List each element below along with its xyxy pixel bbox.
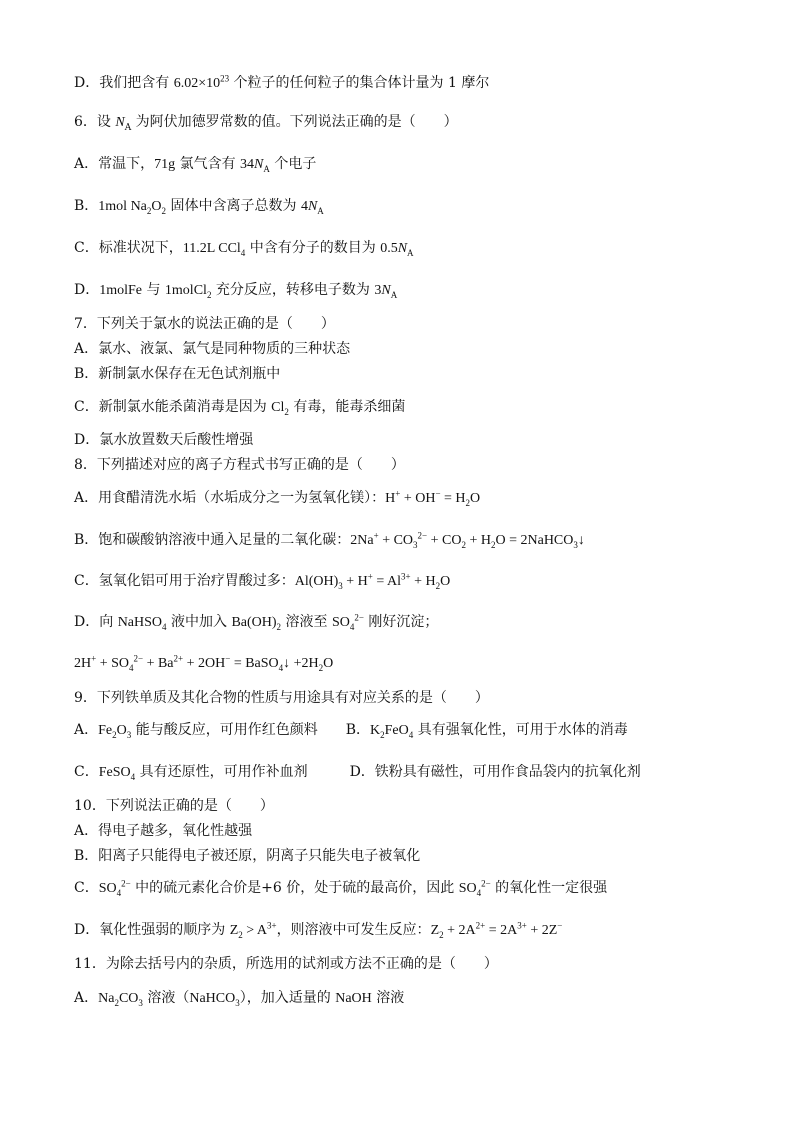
text-line-q7a: A．氯水、液氯、氯气是同种物质的三种状态 [74,341,351,357]
text-line-q8d: D．向 NaHSO$_4$ 液中加入 $Ba(OH)_2$ 溶液至 $SO_4^{2-}$ 刚好沉淀； [74,612,439,632]
text-line-q10b: B．阳离子只能得电子被还原，阴离子只能失电子被氧化 [74,848,421,864]
text-line-q7d: D．氯水放置数天后酸性增强 [74,432,254,448]
text-line-q7b: B．新制氯水保存在无色试剂瓶中 [74,366,281,382]
text-line-q10c: C．$SO_4^{2-}$ 中的硫元素化合价是+6 价，处于硫的最高价，因此 $SO_4^{2-}$ 的氧化性一定很强 [74,878,608,898]
text-line-q9: 9．下列铁单质及其化合物的性质与用途具有对应关系的是（ ） [74,690,489,706]
text-line-q7: 7．下列关于氯水的说法正确的是（ ） [74,316,335,332]
text-line-q8: 8．下列描述对应的离子方程式书写正确的是（ ） [74,457,405,473]
text-line-q10d: D．氧化性强弱的顺序为 $Z_2 > A^{3+}$，则溶液中可发生反应：$Z_2 + 2A^{2+} = 2A^{3+} + 2Z^-$ [74,920,563,940]
text-line-q6a: A．常温下，71g 氯气含有 $34N_A$ 个电子 [74,156,317,174]
text-line-q8b: B．饱和碳酸钠溶液中通入足量的二氧化碳：$2Na^+ + CO_3^{2-} + CO_2 + H_2O$ = 2NaHCO$_3$↓ [74,530,585,550]
text-line-q11: 11．为除去括号内的杂质，所选用的试剂或方法不正确的是（ ） [74,956,498,972]
text-line-q10a: A．得电子越多，氧化性越强 [74,823,253,839]
text-line-q6d: D．1molFe 与 1molCl$_2$ 充分反应，转移电子数为 $3N_A$ [74,282,398,300]
text-line-q10: 10．下列说法正确的是（ ） [74,798,274,814]
text-line-q8d2: $2H^+ + SO_4^{2-} + Ba^{2+} + 2OH^-$ = BaSO$_4$↓ $+2H_2O$ [74,653,334,673]
text-line-q6: 6．设 $N_A$ 为阿伏加德罗常数的值。下列说法正确的是（ ） [74,114,458,133]
text-line-q6c: C．标准状况下，11.2L CCl$_4$ 中含有分子的数目为 $0.5N_A$ [74,240,414,258]
text-line-q9cd: C．FeSO$_4$ 具有还原性，可用作补血剂 D．铁粉具有磁性，可用作食品袋内的抗氧化剂 [74,764,641,782]
text-line-q11a: A．$Na_2CO_3$ 溶液（NaHCO$_3$），加入适量的 NaOH 溶液 [74,990,405,1008]
text-line-q8c: C．氢氧化铝可用于治疗胃酸过多：$Al(OH)_3 + H^+ = Al^{3+} + H_2O$ [74,571,451,591]
text-line-q8a: A．用食醋清洗水垢（水垢成分之一为氢氧化镁）：$H^+ + OH^- = H_2O$ [74,488,481,508]
text-line-q6b: B．1mol $Na_2O_2$ 固体中含离子总数为 $4N_A$ [74,198,324,216]
text-line-q9ab: A．$Fe_2O_3$ 能与酸反应，可用作红色颜料 B．$K_2FeO_4$ 具有强氧化性，可用于水体的消毒 [74,722,628,740]
text-line-q5d: D．我们把含有 $6.02\times 10^{23}$ 个粒子的任何粒子的集合体计量为 1 摩尔 [74,73,490,91]
text-line-q7c: C．新制氯水能杀菌消毒是因为 $Cl_2$ 有毒，能毒杀细菌 [74,399,406,417]
